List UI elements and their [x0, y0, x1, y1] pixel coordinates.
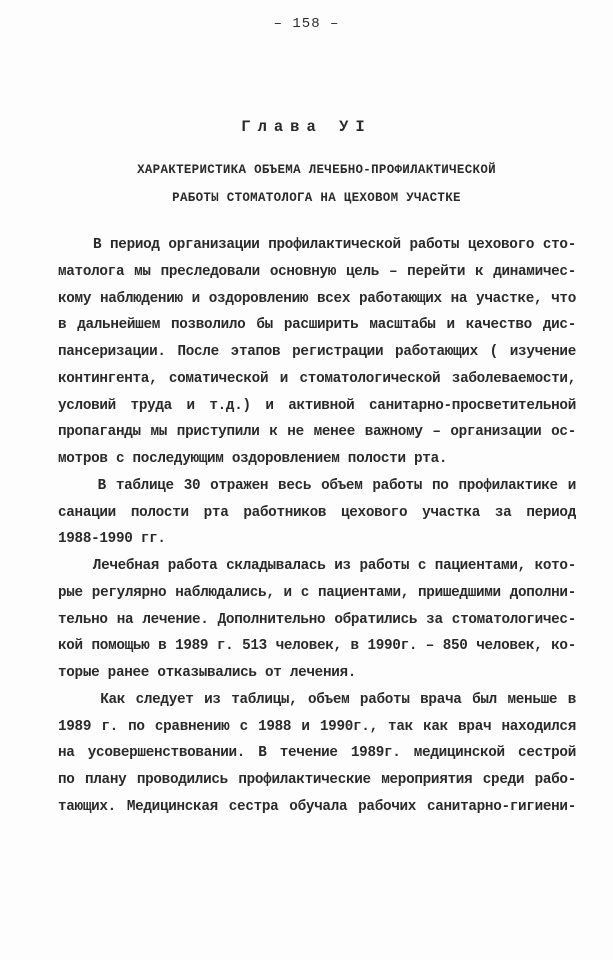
- text-line: условий труда и т.д.) и активной санитарно-просветительной: [58, 397, 576, 414]
- text-line: рые регулярно наблюдались, и с пациентами, пришедшими дополни-: [58, 584, 576, 601]
- text-line: 1989 г. по сравнению с 1988 и 1990г., так как врач находился: [58, 718, 576, 735]
- text-line: пропаганды мы приступили к не менее важному – организации ос-: [58, 424, 576, 441]
- chapter-heading: Глава УI: [241, 118, 372, 136]
- text-line: кому наблюдению и оздоровлению всех работающих на участке, что: [58, 290, 576, 307]
- text-line: тельно на лечение. Дополнительно обратились за стоматологичес-: [58, 611, 576, 628]
- text-line: по плану проводились профилактические мероприятия среди рабо-: [58, 772, 576, 788]
- text-line: Лечебная работа складывалась из работы с пациентами, кото-: [58, 558, 576, 574]
- text-line: кой помощью в 1989 г. 513 человек, в 1990г. – 850 человек, ко-: [58, 638, 576, 655]
- text-line: матолога мы преследовали основную цель – перейти к динамичес-: [58, 263, 576, 280]
- text-line: тающих. Медицинская сестра обучала рабочих санитарно-гигиени-: [58, 798, 576, 815]
- text-line: пансеризации. После этапов регистрации работающих ( изучение: [58, 344, 576, 360]
- text-line: на усовершенствовании. В течение 1989г. медицинской сестрой: [58, 745, 576, 762]
- text-line: 1988-1990 гг.: [58, 531, 166, 548]
- text-line: контингента, соматической и стоматологической заболеваемости,: [58, 370, 576, 387]
- text-line: В таблице 30 отражен весь объем работы по профилактике и: [58, 477, 576, 494]
- text-line: в дальнейшем позволило бы расширить масштабы и качество дис-: [58, 317, 576, 334]
- chapter-title-line: ХАРАКТЕРИСТИКА ОБЪЕМА ЛЕЧЕБНО-ПРОФИЛАКТИЧЕСКОЙ: [137, 163, 496, 177]
- page-number: – 158 –: [273, 16, 340, 32]
- text-line: Как следует из таблицы, объем работы врача был меньше в: [58, 691, 576, 708]
- body-text: [58, 232, 576, 821]
- text-line: санации полости рта работников цехового участка за период: [58, 504, 576, 521]
- chapter-title-line: РАБОТЫ СТОМАТОЛОГА НА ЦЕХОВОМ УЧАСТКЕ: [172, 191, 461, 205]
- text-line: торые ранее отказывались от лечения.: [58, 665, 357, 681]
- text-line: мотров с последующим оздоровлением полости рта.: [58, 451, 448, 467]
- text-line: В период организации профилактической работы цехового сто-: [58, 237, 576, 253]
